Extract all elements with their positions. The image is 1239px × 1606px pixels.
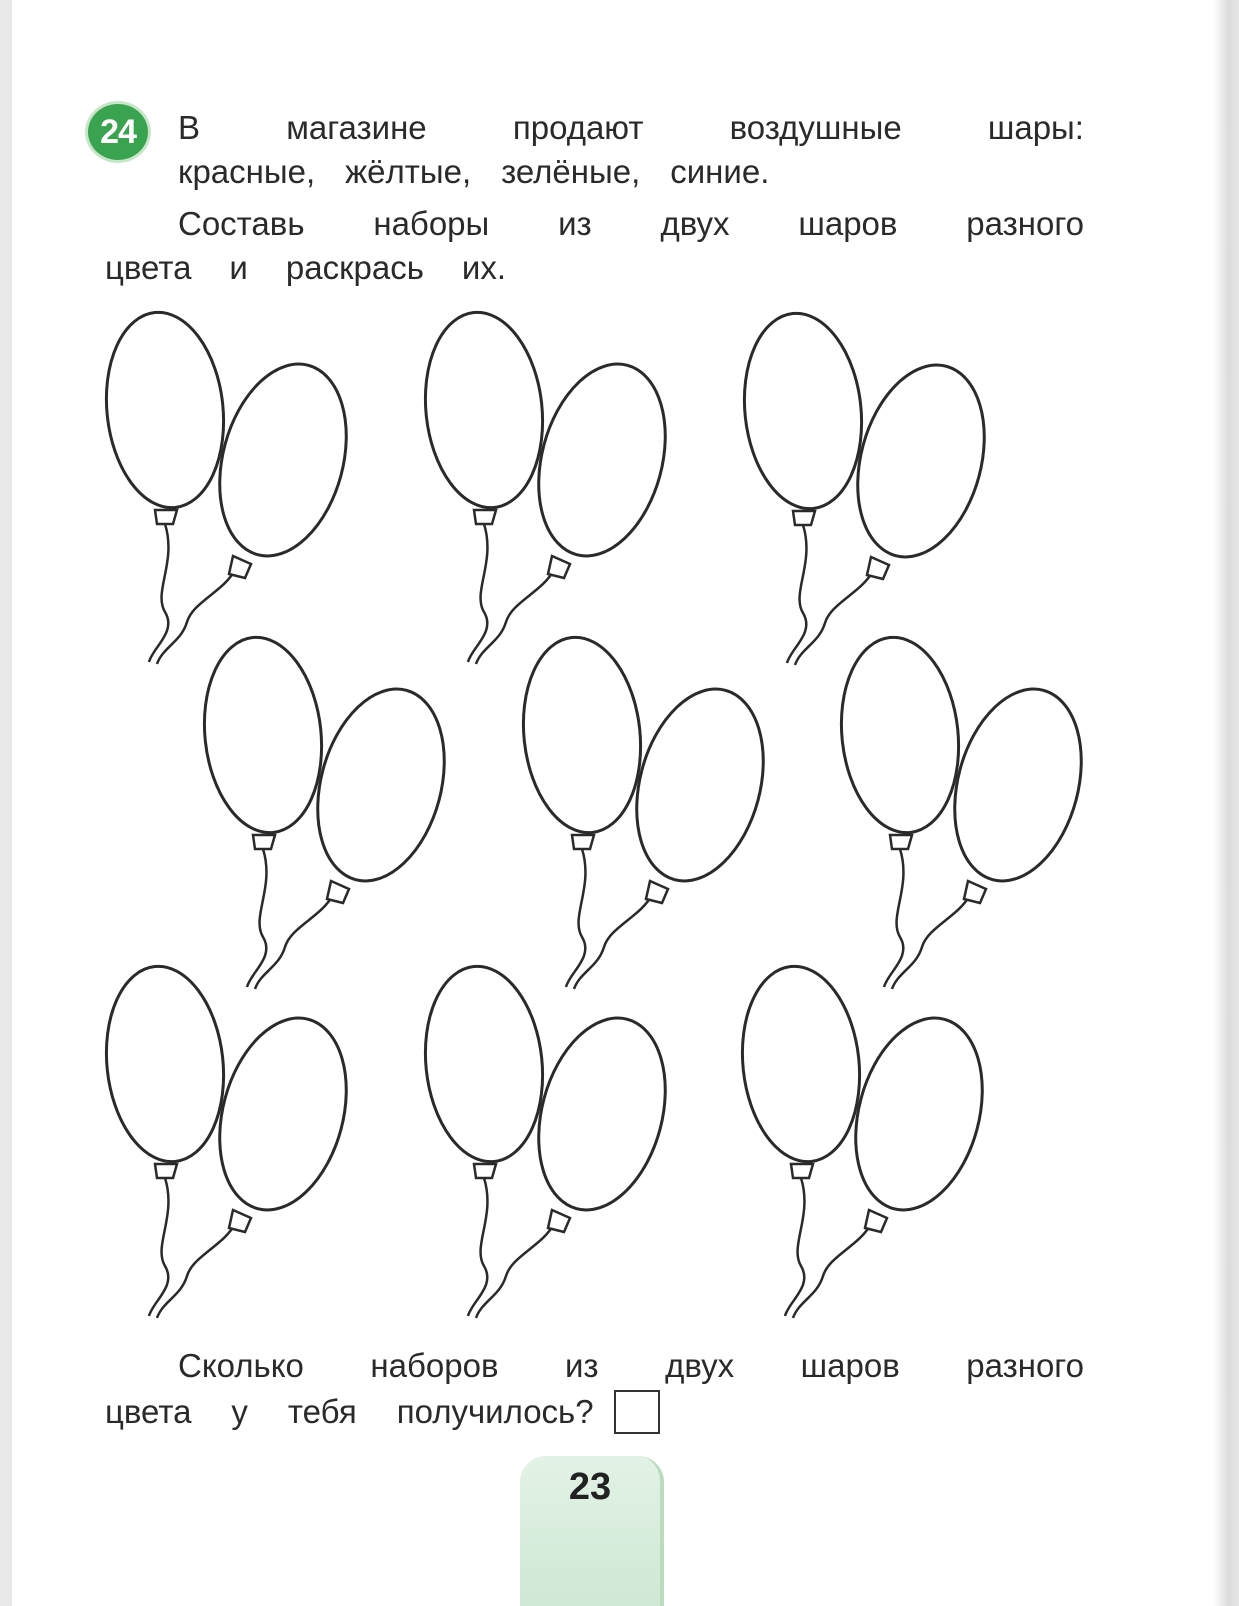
question-line-2 — [105, 1390, 700, 1434]
balloon-pair[interactable] — [832, 631, 1101, 989]
balloon-knot — [229, 556, 251, 578]
balloon-string — [476, 570, 554, 664]
word: наборов — [370, 1347, 499, 1384]
balloon-pair[interactable] — [97, 306, 366, 664]
balloon-knot — [867, 557, 889, 579]
balloon-string — [468, 1178, 487, 1316]
word: разного — [966, 1347, 1084, 1384]
balloon-knot — [548, 556, 570, 578]
balloon-left[interactable] — [97, 306, 233, 513]
balloon-string — [795, 571, 873, 665]
word: Составь — [178, 205, 305, 242]
word: и — [229, 249, 248, 286]
word: синие. — [670, 153, 770, 190]
balloon-knot — [548, 1210, 570, 1232]
word: красные, — [178, 153, 316, 190]
word: из — [565, 1347, 599, 1384]
balloon-right[interactable] — [935, 675, 1102, 895]
balloon-knot — [229, 1210, 251, 1232]
balloon-string — [574, 895, 652, 989]
word: наборы — [373, 205, 490, 242]
word: Сколько — [178, 1347, 304, 1384]
word: тебя — [287, 1393, 357, 1430]
balloon-right[interactable] — [519, 350, 686, 570]
balloon-right[interactable] — [298, 675, 465, 895]
balloon-right[interactable] — [617, 675, 784, 895]
word: продают — [512, 109, 644, 146]
word: раскрась — [285, 249, 424, 286]
balloon-left[interactable] — [514, 631, 650, 838]
balloon-knot — [964, 881, 986, 903]
word: двух — [665, 1347, 735, 1384]
word: магазине — [286, 109, 427, 146]
page-number: 23 — [568, 1466, 612, 1508]
balloon-pair[interactable] — [195, 631, 464, 989]
balloon-pair[interactable] — [733, 960, 1002, 1318]
balloon-knot — [646, 881, 668, 903]
balloon-left[interactable] — [416, 306, 552, 513]
balloon-pair[interactable] — [97, 960, 366, 1318]
question-line-1 — [178, 1344, 1084, 1388]
balloon-string — [255, 895, 333, 989]
balloon-knot — [253, 835, 275, 849]
balloon-knot — [572, 835, 594, 849]
balloon-left[interactable] — [97, 960, 233, 1167]
word: воздушные — [729, 109, 902, 146]
balloon-string — [149, 524, 168, 662]
balloon-string — [787, 525, 806, 663]
word: получилось? — [396, 1393, 594, 1430]
word: их. — [461, 249, 507, 286]
answer-box[interactable] — [614, 1390, 660, 1434]
balloon-string — [566, 849, 585, 987]
balloon-knot — [791, 1164, 813, 1178]
balloon-pair[interactable] — [514, 631, 783, 989]
word: разного — [966, 205, 1084, 242]
balloon-right[interactable] — [838, 351, 1005, 571]
balloon-string — [149, 1178, 168, 1316]
word: у — [231, 1393, 248, 1430]
balloon-pair[interactable] — [416, 960, 685, 1318]
word: зелёные, — [501, 153, 641, 190]
balloon-left[interactable] — [416, 960, 552, 1167]
balloon-right[interactable] — [836, 1004, 1003, 1224]
balloon-string — [247, 849, 266, 987]
balloon-knot — [474, 510, 496, 524]
balloon-pair[interactable] — [416, 306, 685, 664]
balloon-string — [468, 524, 487, 662]
balloon-right[interactable] — [200, 350, 367, 570]
balloon-right[interactable] — [519, 1004, 686, 1224]
balloon-string — [793, 1224, 871, 1318]
balloon-string — [892, 895, 970, 989]
balloon-string — [157, 570, 235, 664]
balloon-left[interactable] — [832, 631, 968, 838]
word: шаров — [798, 205, 898, 242]
balloon-pair[interactable] — [735, 307, 1004, 665]
word: цвета — [105, 1393, 192, 1430]
word: двух — [660, 205, 730, 242]
balloon-knot — [890, 835, 912, 849]
balloon-left[interactable] — [195, 631, 331, 838]
balloon-left[interactable] — [733, 960, 869, 1167]
balloon-knot — [327, 881, 349, 903]
balloon-string — [884, 849, 903, 987]
word: шаров — [800, 1347, 900, 1384]
balloon-knot — [155, 510, 177, 524]
balloon-knot — [474, 1164, 496, 1178]
balloon-knot — [155, 1164, 177, 1178]
word: шары: — [987, 109, 1084, 146]
word: из — [558, 205, 592, 242]
word: жёлтые, — [345, 153, 472, 190]
balloon-knot — [865, 1210, 887, 1232]
word: В — [178, 109, 201, 146]
balloon-string — [476, 1224, 554, 1318]
balloon-string — [157, 1224, 235, 1318]
word: цвета — [105, 249, 192, 286]
balloon-string — [785, 1178, 804, 1316]
page-number-tab — [520, 1456, 664, 1606]
balloon-knot — [793, 511, 815, 525]
balloon-right[interactable] — [200, 1004, 367, 1224]
balloon-left[interactable] — [735, 307, 871, 514]
task-number: 24 — [100, 112, 136, 151]
